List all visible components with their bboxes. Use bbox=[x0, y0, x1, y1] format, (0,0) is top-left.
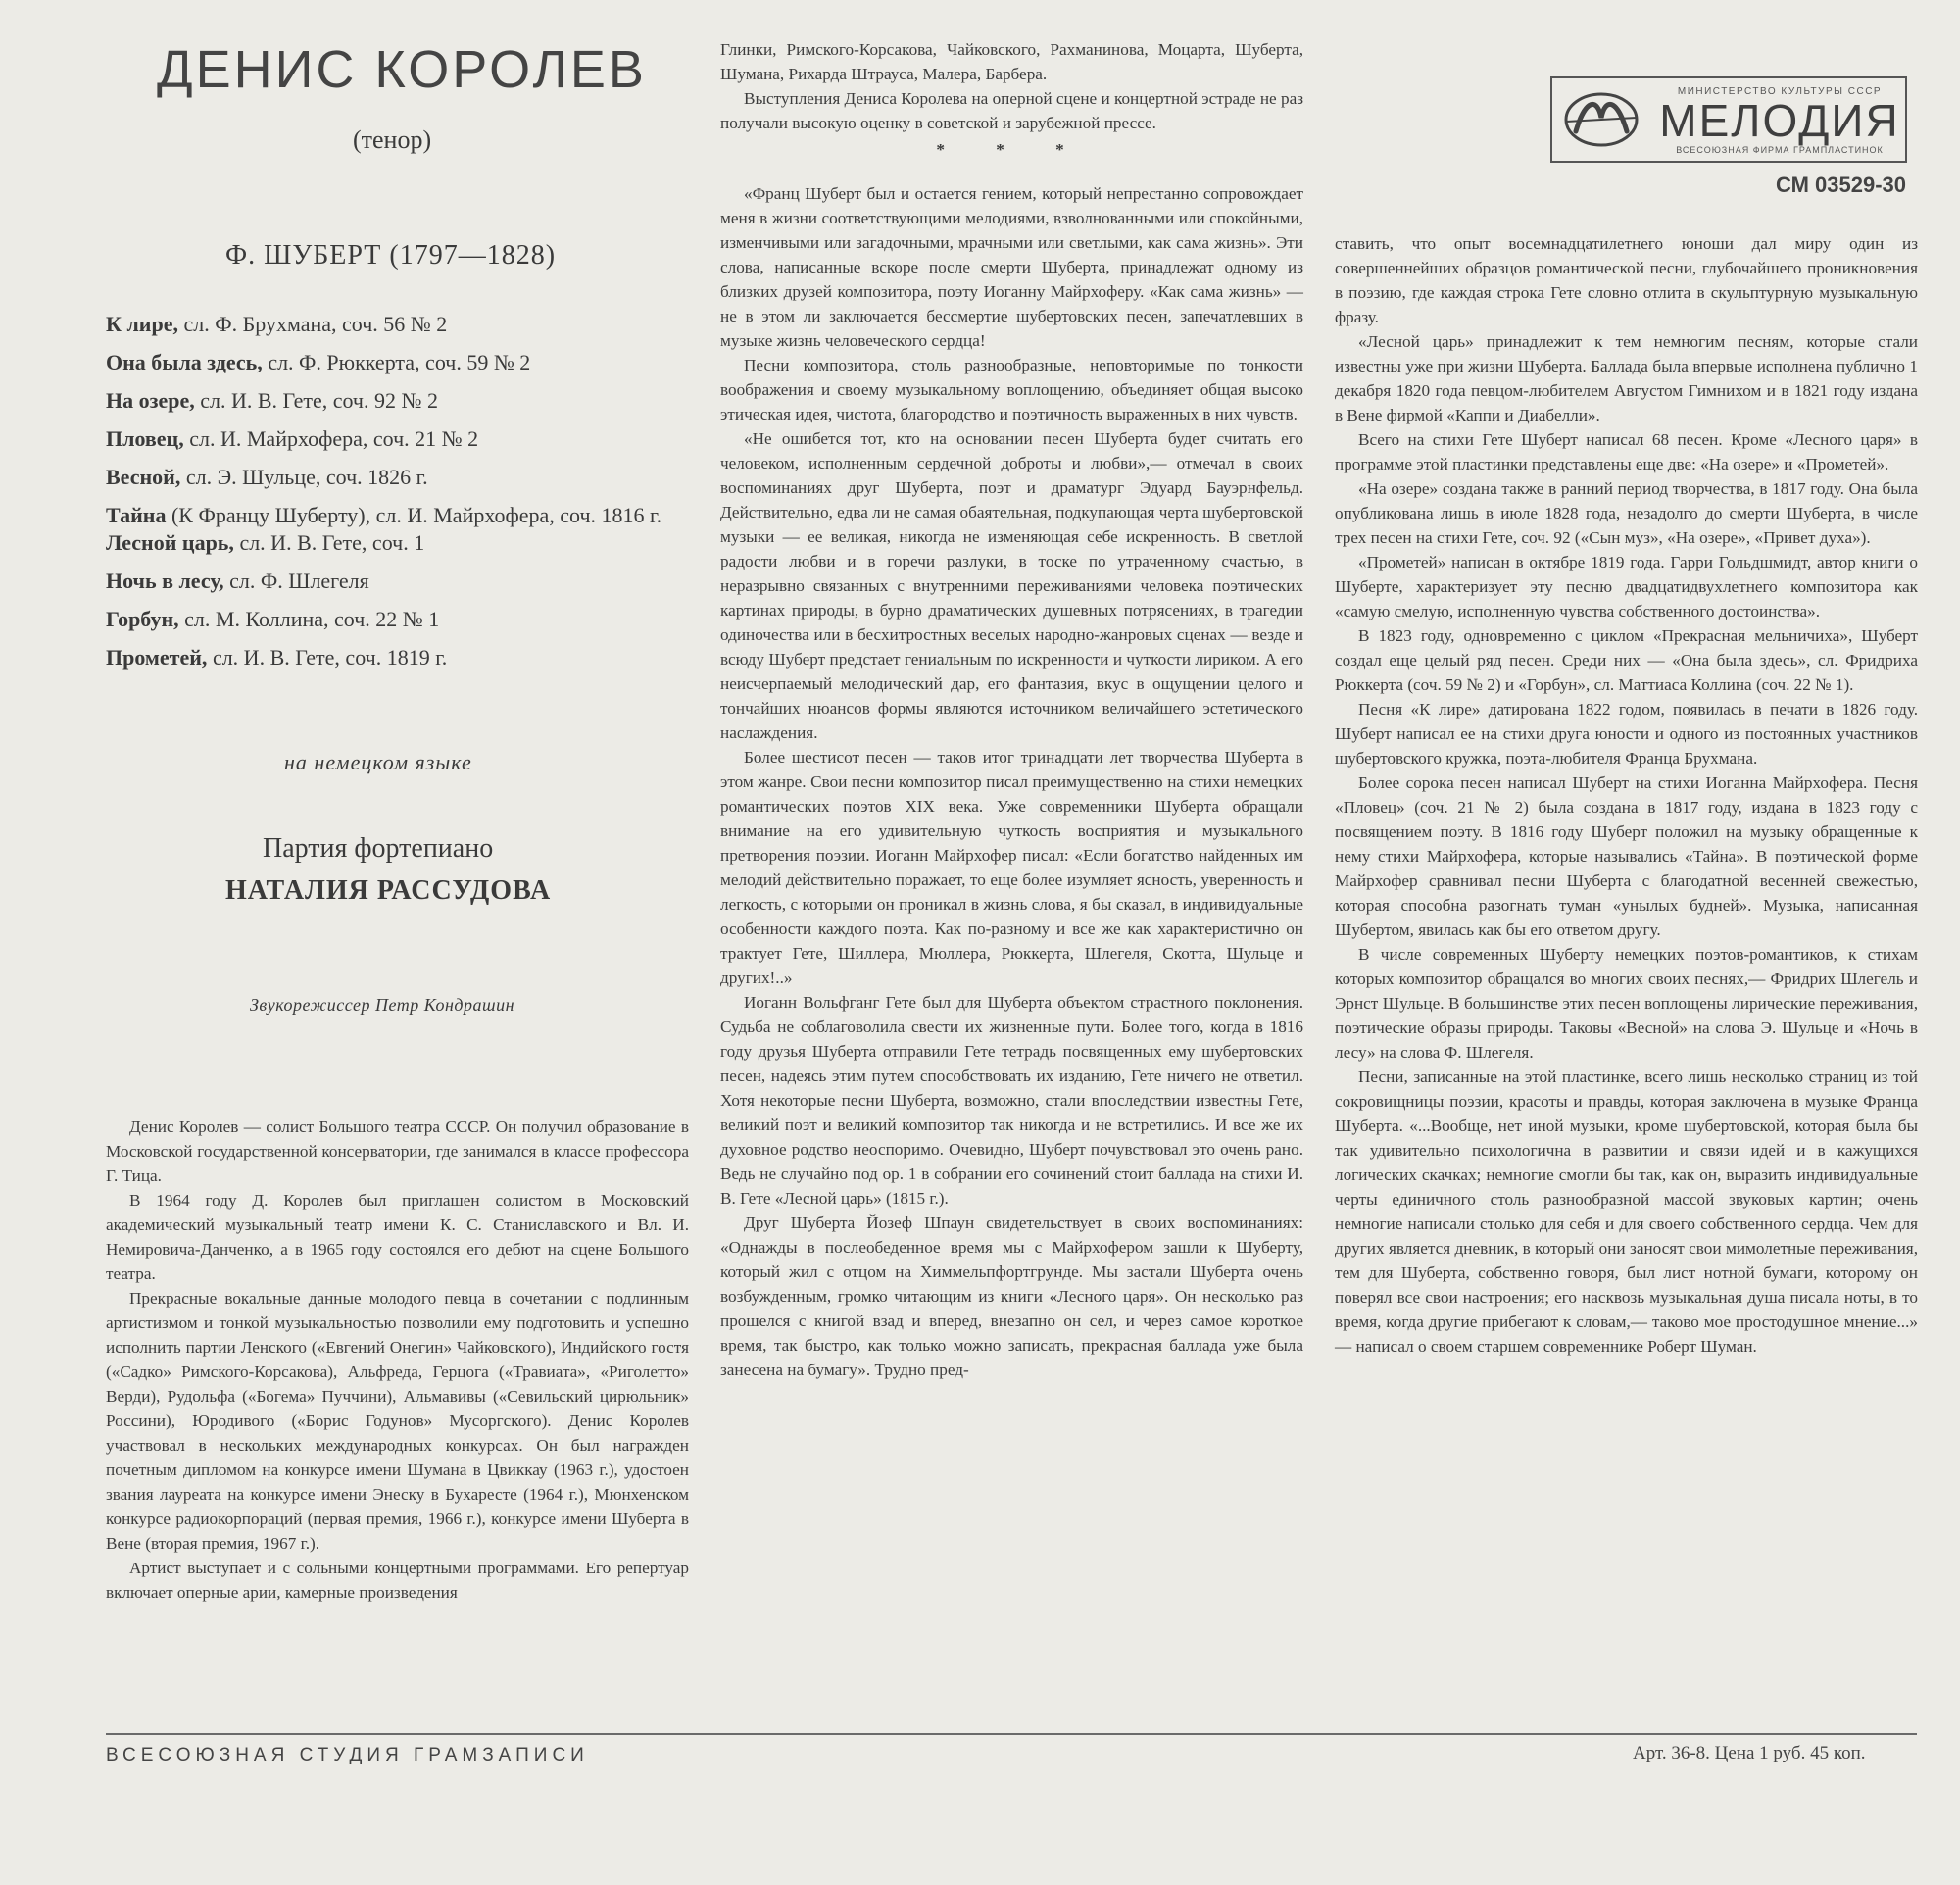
essay-column-middle bbox=[720, 37, 1303, 1382]
paragraph: Прекрасные вокальные данные молодого певца в сочетании с подлинным артистизмом и тонкой музыкальностью позволили ему подготовить и успешно исполнить партии Ленского («Евгений Онегин» Чайковского), Индийского гостя («Садко» Римского-Корсакова), Альфреда, Герцога («Травиата», «Риголетто» Верди), Рудольфа («Богема» Пуччини), Альмавивы («Севильский цирюльник» Россини), Юродивого («Борис Годунов» Мусоргского). Денис Королев участвовал в нескольких международных конкурсах. Он был награжден почетным дипломом на конкурсе имени Шумана в Цвиккау (1963 г.), удостоен звания лауреата на конкурсе имени Энеску в Бухаресте (1964 г.), Мюнхенском конкурсе радиокорпораций (первая премия, 1966 г.), конкурсе имени Шуберта в Вене (вторая премия, 1967 г.). bbox=[106, 1289, 689, 1553]
composer-heading: Ф. ШУБЕРТ (1797—1828) bbox=[225, 240, 557, 271]
paragraph: Более шестисот песен — таков итог тринадцати лет творчества Шуберта в этом жанре. Свои песни композитор писал преимущественно на стихи немецких романтических поэтов XIX века. Уже современники Шуберта обращали внимание на его удивительную чуткость восприятия и музыкального претворения поэзии. Иоганн Майрхофер писал: «Если богатство найденных им мелодий действительно поражает, то еще более изумляет ясность, уверенность и легкость, с которыми он проникал в жизнь слова, я бы сказал, в индивидуальные особенности каждого поэта. Как по-разному и все же как характеристично он трактует Гете, Шиллера, Мюллера, Рюккерта, Шлегеля, Скотта, Шульце и других!..» bbox=[720, 748, 1303, 987]
paragraph: «Не ошибется тот, кто на основании песен Шуберта будет считать его человеком, исполненным сердечной доброты и любви»,— отмечал в своих воспоминаниях друг Шуберта, поэт и драматург Эдуард Бауэрнфельд. Действительно, едва ли не самая обаятельная, подкупающая черта шубертовской музыки — ее великая, никогда не изменяющая себе искренность. В светлой радости любви и в горечи разлуки, в тоске по утраченному счастью, в неразрывно связанных с внутренними переживаниями человека поэтических картинах природы, в бурно драматических душевных потрясениях, в трагедии одиночества или в бесхитростных веселых народно-жанровых сценах — везде и всюду Шуберт предстает гениальным по искренности и чуткости лириком. А его неисчерпаемый мелодический дар, его фантазия, вкус в ощущении целого и тончайших нюансов формы являются источником величайшего эстетического наслаждения. bbox=[720, 429, 1303, 742]
voice-type: (тенор) bbox=[353, 125, 432, 154]
track-item bbox=[106, 312, 694, 337]
essay-column-right bbox=[1335, 231, 1918, 1359]
paragraph: В 1964 году Д. Королев был приглашен солистом в Московский академический музыкальный театр имени К. С. Станиславского и Вл. И. Немировича-Данченко, а в 1965 году состоялся его дебют на сцене Большого театра. bbox=[106, 1191, 689, 1283]
footer-divider bbox=[106, 1733, 1917, 1735]
track-details: сл. Ф. Рюккерта, соч. 59 № 2 bbox=[262, 350, 531, 374]
track-list bbox=[106, 312, 694, 683]
paragraph: «Лесной царь» принадлежит к тем немногим песням, которые стали известны уже при жизни Шуберта. Баллада была впервые исполнена публично 1 декабря 1820 года певцом-любителем Августом Гимнихом и в 1821 году издана в Вене фирмой «Каппи и Диабелли». bbox=[1335, 332, 1918, 424]
paragraph: Песни, записанные на этой пластинке, всего лишь несколько страниц из той сокровищницы поэзии, красоты и правды, которая заключена в музыке Франца Шуберта. «...Вообще, нет иной музыки, кроме шубертовской, которая была бы так удивительно психологична в развитии и связи идей и в кажущихся логических скачках; немногие смогли бы так, как он, выразить индивидуальные черты единичного столь разнообразной массой звуковых картин; очень немногие написали столько для себя и для своего собственного сердца. Чем для других является дневник, в который они заносят свои мимолетные переживания, тем для Шуберта, собственно говоря, был лист нотной бумаги, которому он поверял все свои настроения; его насквозь музыкальная душа писала ноты, в то время, когда другие прибегают к словам,— таково мое простодушное мнение...» — написал о своем старшем современнике Роберт Шуман. bbox=[1335, 1067, 1918, 1356]
section-divider: * * * bbox=[936, 140, 1088, 159]
track-name: Тайна bbox=[106, 503, 167, 527]
studio-name: ВСЕСОЮЗНАЯ СТУДИЯ ГРАМЗАПИСИ bbox=[106, 1745, 589, 1765]
catalog-number: СМ 03529-30 bbox=[1776, 173, 1907, 197]
paragraph: «На озере» создана также в ранний период творчества, в 1817 году. Она была опубликована лишь в июле 1828 года, незадолго до смерти Шуберта, в числе трех песен на стихи Гете, соч. 92 («Сын муз», «На озере», «Привет духа»). bbox=[1335, 479, 1918, 547]
paragraph: «Прометей» написан в октябре 1819 года. Гарри Гольдшмидт, автор книги о Шуберте, характеризует эту песню двадцатидвухлетнего композитора как «самую смелую, исполненную чувства собственного достоинства». bbox=[1335, 553, 1918, 620]
track-item bbox=[106, 465, 694, 490]
track-details: сл. Ф. Брухмана, соч. 56 № 2 bbox=[177, 312, 448, 336]
artist-title: ДЕНИС КОРОЛЕВ bbox=[157, 40, 647, 99]
track-name: Горбун, bbox=[106, 607, 179, 631]
track-details: сл. И. В. Гете, соч. 92 № 2 bbox=[194, 388, 438, 413]
track-details: сл. М. Коллина, соч. 22 № 1 bbox=[178, 607, 440, 631]
track-name: Прометей, bbox=[106, 645, 208, 670]
paragraph: Песни композитора, столь разнообразные, неповторимые по тонкости воображения и своему музыкальному воплощению, объединяет общая высоко этическая идея, чистота, благородство и поэтичность выраженных в них чувств. bbox=[720, 356, 1303, 423]
track-details: сл. Э. Шульце, соч. 1826 г. bbox=[180, 465, 428, 489]
paragraph: Денис Королев — солист Большого театра СССР. Он получил образование в Московской государственной консерватории, где занимался в классе профессора Г. Тица. bbox=[106, 1117, 689, 1185]
track-item bbox=[106, 530, 694, 556]
sound-engineer: Звукорежиссер Петр Кондрашин bbox=[250, 995, 515, 1015]
paragraph: Глинки, Римского-Корсакова, Чайковского, Рахманинова, Моцарта, Шуберта, Шумана, Рихарда Штрауса, Малера, Барбера. bbox=[720, 40, 1303, 83]
track-name: На озере, bbox=[106, 388, 195, 413]
track-name: Весной, bbox=[106, 465, 181, 489]
track-item bbox=[106, 388, 694, 414]
logo-name: МЕЛОДИЯ bbox=[1659, 95, 1900, 146]
track-details: сл. И. В. Гете, соч. 1 bbox=[233, 530, 425, 555]
track-details: (К Францу Шуберту), сл. И. Майрхофера, соч. 1816 г. bbox=[166, 503, 662, 527]
paragraph: Более сорока песен написал Шуберт на стихи Иоганна Майрхофера. Песня «Пловец» (соч. 21 № 2) была создана в 1817 году, издана в 1823 году с посвящением поэту. В 1816 году Шуберт положил на музыку обращенные к нему стихи Майрхофера, которые назывались «Тайна». В поэтической форме Майрхофер сравнивал песни Шуберта с благодатной весенней свежестью, которая способна разогнать туман «унылых будней». Музыка, написанная Шубертом, явилась как бы его ответом другу. bbox=[1335, 773, 1918, 939]
paragraph: Всего на стихи Гете Шуберт написал 68 песен. Кроме «Лесного царя» в программе этой пластинки представлены еще две: «На озере» и «Прометей». bbox=[1335, 430, 1918, 473]
paragraph: В числе современных Шуберту немецких поэтов-романтиков, к стихам которых композитор обращался во многих своих песнях,— Фридрих Шлегель и Эрнст Шульце. В большинстве этих песен воплощены лирические переживания, поэтические образы природы. Таковы «Весной» на слова Э. Шульце и «Ночь в лесу» на слова Ф. Шлегеля. bbox=[1335, 945, 1918, 1062]
track-item bbox=[106, 645, 694, 670]
language-note: на немецком языке bbox=[284, 750, 472, 774]
paragraph: ставить, что опыт восемнадцатилетнего юноши дал миру один из совершеннейших образцов романтической песни, глубочайшего проникновения в поэзию, где каждая строка Гете словно отлита в скульптурную музыкальную фразу. bbox=[1335, 234, 1918, 326]
track-details: сл. Ф. Шлегеля bbox=[223, 569, 369, 593]
paragraph: Песня «К лире» датирована 1822 годом, появилась в печати в 1826 году. Шуберт написал ее на стихи друга юности и одного из постоянных участников шубертовского кружка, поэта-любителя Франца Брухмана. bbox=[1335, 700, 1918, 768]
track-item bbox=[106, 426, 694, 452]
track-item bbox=[106, 503, 694, 528]
logo-subtitle: ВСЕСОЮЗНАЯ ФИРМА ГРАМПЛАСТИНОК bbox=[1676, 145, 1884, 155]
logo-ministry-text: МИНИСТЕРСТВО КУЛЬТУРЫ СССР bbox=[1677, 86, 1883, 97]
track-name: Пловец, bbox=[106, 426, 184, 451]
piano-label: Партия фортепиано bbox=[263, 833, 494, 864]
paragraph: Друг Шуберта Йозеф Шпаун свидетельствует в своих воспоминаниях: «Однажды в послеобеденное время мы с Майрхофером зашли к Шуберту, который жил с отцом на Химмельпфортгрунде. Мы застали Шуберта очень возбужденным, громко читающим из книги «Лесного царя». Он несколько раз прошелся с книгой взад и вперед, внезапно он сел, и через самое короткое время, так быстро, как только можно записать, прекрасная баллада уже была занесена на бумагу». Трудно пред- bbox=[720, 1214, 1303, 1379]
price-info: Арт. 36-8. Цена 1 руб. 45 коп. bbox=[1633, 1743, 1866, 1763]
paragraph: Иоганн Вольфганг Гете был для Шуберта объектом страстного поклонения. Судьба не соблаговолила свести их жизненные пути. Более того, когда в 1816 году друзья Шуберта отправили Гете тетрадь посвященных ему шубертовских песен, надеясь этим путем способствовать их изданию, Гете ничего не ответил. Хотя некоторые песни Шуберта, возможно, стали впоследствии известны Гете, великий поэт и великий композитор так никогда и не встретились. И все же их духовное родство неоспоримо. Очевидно, Шуберт почувствовал это очень рано. Ведь не случайно под ор. 1 в собрании его сочинений стоит баллада на стихи И. В. Гете «Лесной царь» (1815 г.). bbox=[720, 993, 1303, 1208]
paragraph: Артист выступает и с сольными концертными программами. Его репертуар включает оперные арии, камерные произведения bbox=[106, 1559, 689, 1602]
track-name: К лире, bbox=[106, 312, 178, 336]
melodiya-emblem-icon bbox=[1560, 86, 1642, 153]
track-item bbox=[106, 569, 694, 594]
track-name: Ночь в лесу, bbox=[106, 569, 224, 593]
track-name: Лесной царь, bbox=[106, 530, 234, 555]
bio-column bbox=[106, 1115, 689, 1605]
track-item bbox=[106, 350, 694, 375]
melodiya-logo bbox=[1550, 76, 1907, 163]
paragraph: В 1823 году, одновременно с циклом «Прекрасная мельничиха», Шуберт создал еще целый ряд песен. Среди них — «Она была здесь», сл. Фридриха Рюккерта (соч. 59 № 2) и «Горбун», сл. Маттиаса Коллина (соч. 22 № 1). bbox=[1335, 626, 1918, 694]
track-item bbox=[106, 607, 694, 632]
paragraph: «Франц Шуберт был и остается гением, который непрестанно сопровождает меня в жизни соответствующими мелодиями, взволнованными или спокойными, изменчивыми или загадочными, мрачными или светлыми, как сама жизнь». Эти слова, написанные вскоре после смерти Шуберта, принадлежат одному из близких друзей композитора, поэту Иоганну Майрхоферу. «Как сама жизнь» — не в этом ли заключается бессмертие шубертовских песен, запечатлевших в музыке жизнь человеческого сердца! bbox=[720, 184, 1303, 350]
track-details: сл. И. Майрхофера, соч. 21 № 2 bbox=[183, 426, 479, 451]
paragraph: Выступления Дениса Королева на оперной сцене и концертной эстраде не раз получали высокую оценку в советской и зарубежной прессе. bbox=[720, 89, 1303, 132]
track-details: сл. И. В. Гете, соч. 1819 г. bbox=[207, 645, 448, 670]
pianist-name: НАТАЛИЯ РАССУДОВА bbox=[225, 875, 552, 906]
track-name: Она была здесь, bbox=[106, 350, 263, 374]
